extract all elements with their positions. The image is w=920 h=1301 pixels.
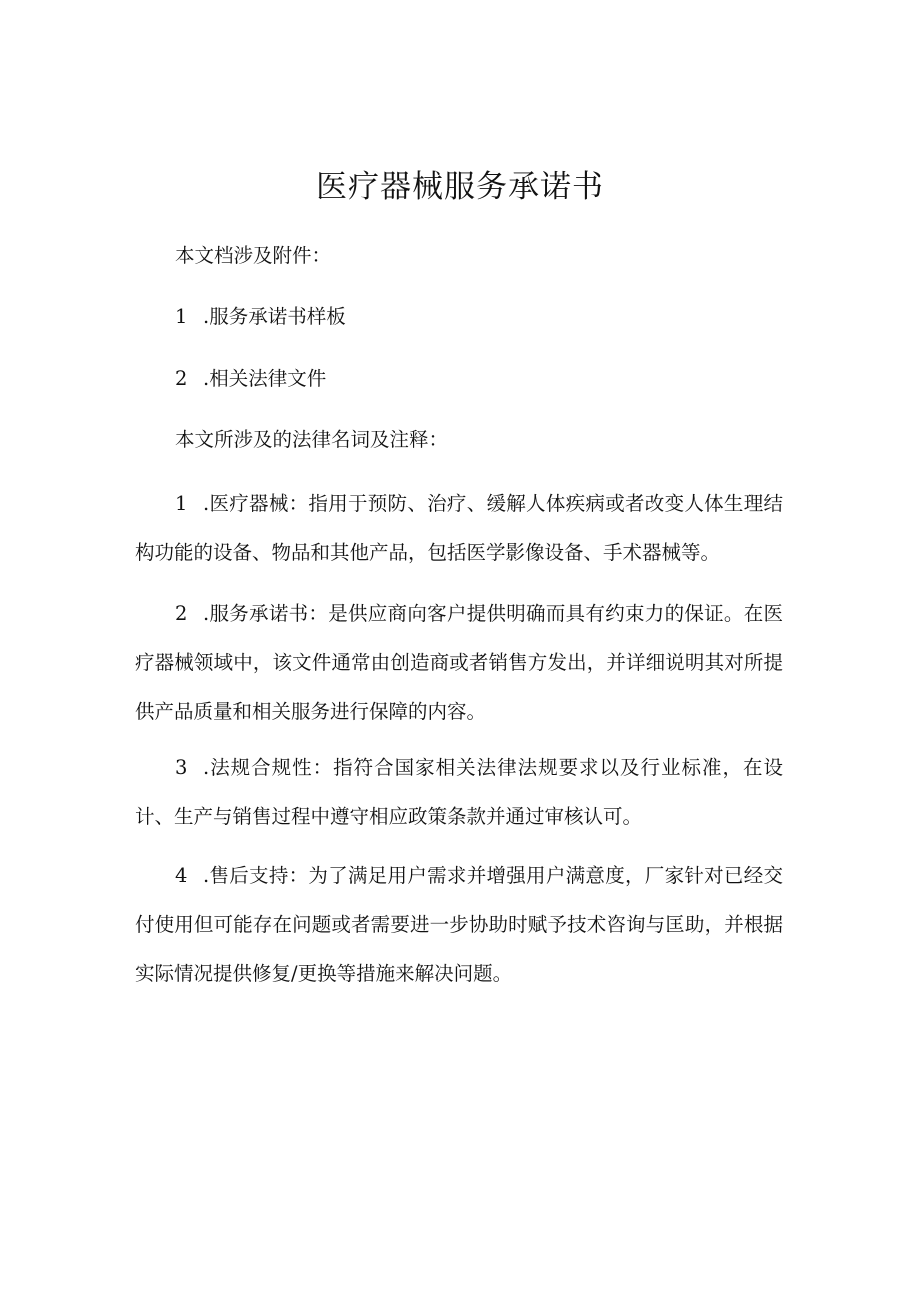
terms-heading: 本文所涉及的法律名词及注释： bbox=[175, 428, 449, 451]
attachment-number: 2 bbox=[175, 367, 188, 390]
term-paragraph bbox=[135, 743, 783, 841]
term-paragraph bbox=[135, 851, 783, 998]
term-number: 1 bbox=[175, 492, 188, 515]
document-title: 医疗器械服务承诺书 bbox=[316, 169, 604, 205]
term-text: .售后支持：为了满足用户需求并增强用户满意度，厂家针对已经交付使用但可能存在问题或者需要进一步协助时赋予技术咨询与匡助，并根据实际情况提供修复/更换等措施来解决问题。 bbox=[135, 864, 783, 985]
term-paragraph bbox=[135, 589, 783, 736]
term-number: 2 bbox=[175, 602, 188, 625]
term-paragraph bbox=[135, 479, 783, 577]
attachment-number: 1 bbox=[175, 305, 188, 328]
term-text: .法规合规性：指符合国家相关法律法规要求以及行业标准，在设计、生产与销售过程中遵守相应政策条款并通过审核认可。 bbox=[135, 756, 783, 828]
attachment-text: .服务承诺书样板 bbox=[203, 305, 346, 328]
attachments-heading: 本文档涉及附件： bbox=[175, 244, 332, 267]
term-number: 4 bbox=[175, 864, 188, 887]
attachment-item bbox=[175, 364, 326, 394]
term-text: .医疗器械：指用于预防、治疗、缓解人体疾病或者改变人体生理结构功能的设备、物品和其他产品，包括医学影像设备、手术器械等。 bbox=[135, 492, 783, 564]
attachment-text: .相关法律文件 bbox=[203, 367, 327, 390]
term-text: .服务承诺书：是供应商向客户提供明确而具有约束力的保证。在医疗器械领域中，该文件通常由创造商或者销售方发出，并详细说明其对所提供产品质量和相关服务进行保障的内容。 bbox=[135, 602, 783, 723]
attachment-item bbox=[175, 302, 346, 332]
term-number: 3 bbox=[175, 756, 188, 779]
